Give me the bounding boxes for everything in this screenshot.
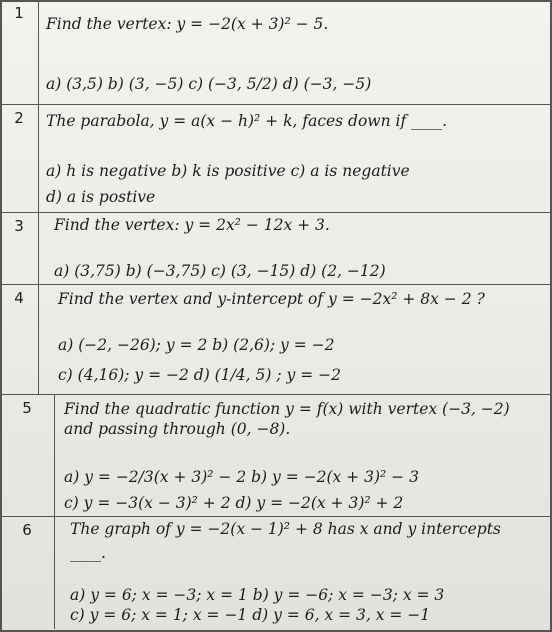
number-cell [0, 285, 39, 395]
number-cell [0, 105, 39, 213]
question-content [46, 105, 548, 213]
question-number: 5 [22, 399, 32, 417]
answer-choices-line-1: a) y = 6; x = −3; x = 1 b) y = −6; x = −3; x = 3 [70, 586, 445, 604]
question-content [46, 0, 548, 104]
question-prompt: Find the vertex: y = 2x² − 12x + 3. [54, 216, 330, 234]
question-prompt-line-1: Find the quadratic function y = f(x) with vertex (−3, −2) [64, 400, 510, 418]
question-row-5 [0, 394, 552, 517]
question-content [64, 395, 548, 517]
question-content [54, 213, 548, 285]
answer-choices-line-2: c) y = 6; x = 1; x = −1 d) y = 6, x = 3, x = −1 [70, 606, 431, 624]
question-row-4 [0, 284, 552, 395]
answer-choices-line-2: c) (4,16); y = −2 d) (1/4, 5) ; y = −2 [58, 366, 341, 384]
question-prompt: The parabola, y = a(x − h)² + k, faces down if ____. [46, 112, 448, 130]
answer-choices-line-1: a) (−2, −26); y = 2 b) (2,6); y = −2 [58, 336, 335, 354]
question-number: 2 [14, 109, 24, 127]
question-prompt-line-2: ____. [70, 544, 106, 562]
answer-choices: a) (3,5) b) (3, −5) c) (−3, 5/2) d) (−3, −5) [46, 75, 372, 93]
number-cell [0, 517, 55, 629]
number-cell [0, 395, 55, 517]
question-content [70, 517, 548, 629]
question-number: 1 [14, 4, 24, 22]
answer-choices-line-2: d) a is postive [46, 188, 156, 206]
answer-choices-line-2: c) y = −3(x − 3)² + 2 d) y = −2(x + 3)² + 2 [64, 494, 404, 512]
number-cell [0, 0, 39, 104]
answer-choices-line-1: a) h is negative b) k is positive c) a is negative [46, 162, 410, 180]
question-number: 6 [22, 521, 32, 539]
answer-choices: a) (3,75) b) (−3,75) c) (3, −15) d) (2, −12) [54, 262, 386, 280]
question-number: 3 [14, 217, 24, 235]
question-row-3 [0, 212, 552, 285]
question-prompt: Find the vertex and y-intercept of y = −2x² + 8x − 2 ? [58, 290, 485, 308]
question-number: 4 [14, 289, 24, 307]
question-prompt-line-1: The graph of y = −2(x − 1)² + 8 has x and y intercepts [70, 520, 501, 538]
question-prompt-line-2: and passing through (0, −8). [64, 420, 291, 438]
number-cell [0, 213, 39, 285]
question-prompt: Find the vertex: y = −2(x + 3)² − 5. [46, 15, 329, 33]
answer-choices-line-1: a) y = −2/3(x + 3)² − 2 b) y = −2(x + 3)² − 3 [64, 468, 419, 486]
question-content [58, 285, 548, 395]
question-row-6 [0, 516, 552, 629]
question-row-1 [0, 0, 552, 104]
question-row-2 [0, 104, 552, 213]
